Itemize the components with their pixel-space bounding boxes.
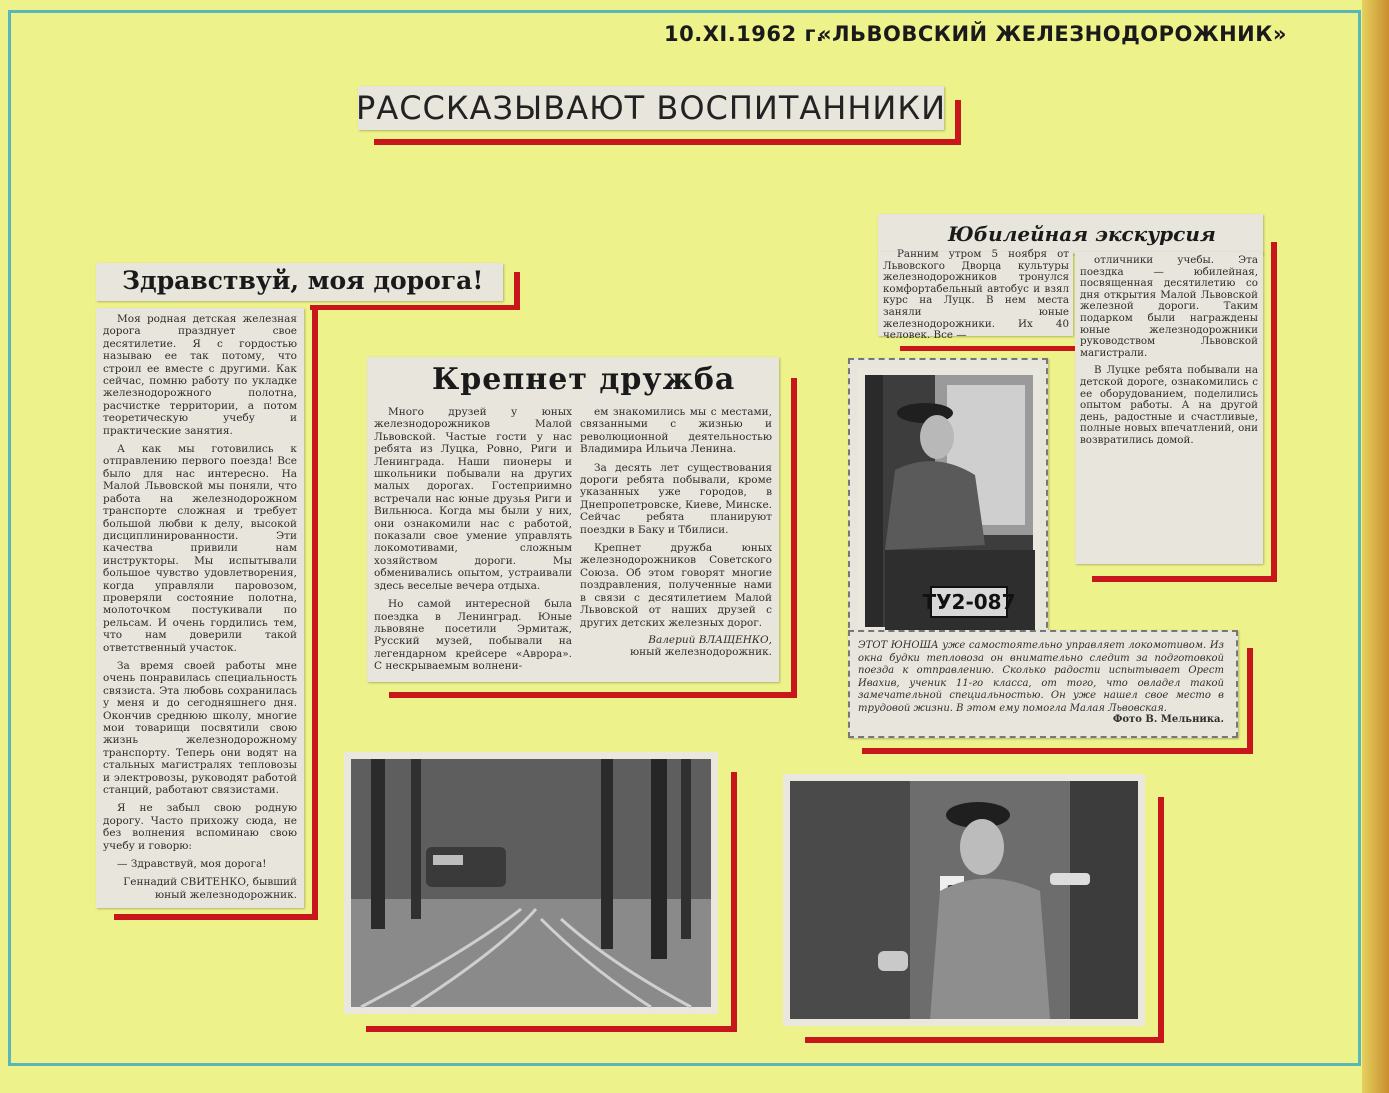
red-shadow: [900, 346, 1078, 351]
article-hello-headline: Здравствуй, моя дорога!: [122, 266, 484, 295]
red-shadow: [1247, 648, 1253, 752]
page-title: РАССКАЗЫВАЮТ ВОСПИТАННИКИ: [356, 89, 946, 127]
article-excursion-col1: [883, 248, 1069, 342]
article-friendship-signature: [580, 634, 772, 664]
paragraph: отличники учебы. Эта поездка — юбилейная, посвященная десятилетию со дня открытия Малой Львовской железной дороги. Таким подарком были награждены юные железнодорожники руководством Львовской магистрали.: [1080, 254, 1258, 359]
signature-name: Валерий ВЛАЩЕНКО,: [648, 634, 772, 646]
paragraph: Крепнет дружба юных железнодорожников Советского Союза. Об этом говорят многие поздравления, полученные нами в связи с десятилетием Малой Львовской от наших друзей с других детских железных дорог.: [580, 542, 772, 629]
red-shadow: [805, 1037, 1164, 1043]
paragraph: ем знакомились мы с местами, связанными с жизнью и революционной деятельностью Владимира Ильича Ленина.: [580, 406, 772, 456]
forest-railway-photo: [344, 752, 718, 1014]
red-shadow: [1158, 797, 1164, 1043]
red-shadow: [366, 1026, 737, 1032]
article-friendship-headline: Крепнет дружба: [432, 362, 736, 397]
red-shadow: [114, 914, 318, 920]
paragraph: За время своей работы мне очень понравилась специальность связиста. Эта любовь сохранилась у меня и до сегодняшнего дня. Окончив среднюю школу, многие мои товарищи посвятили свою жизнь железнодорожному транспорту. Теперь они водят на стальных магистралях тепловозы и электровозы, руководят работой станций, работают связистами.: [103, 659, 297, 797]
article-friendship-col1: [374, 406, 572, 674]
red-shadow: [310, 305, 520, 310]
photo-caption: ЭТОТ ЮНОША уже самостоятельно управляет локомотивом. Из окна будки тепловоза он внимательно следит за подготовкой поезда к отправлению. Сколько радости испытывает Орест Ивахив, ученик 11-го класса, от того, что овладел такой замечательной специальностью. Он уже нашел свое место в трудовой жизни. В этом ему помогла Малая Львовская.: [858, 640, 1224, 714]
article-excursion-headline: Юбилейная экскурсия: [948, 222, 1216, 246]
album-edge: [1362, 0, 1389, 1093]
red-shadow: [1271, 242, 1277, 582]
loco-plate-text: ТУ2-087: [922, 590, 1016, 614]
header-newspaper: «ЛЬВОВСКИЙ ЖЕЛЕЗНОДОРОЖНИК»: [818, 22, 1287, 46]
paragraph: Моя родная детская железная дорога празднует свое десятилетие. Я с гордостью называю ее так потому, что строил ее вместе с другими. Как сейчас, помню работу по укладке железнодорожного полотна, расчистке территории, а потом теоретическую учебу и практические занятия.: [103, 313, 297, 437]
loco-driver-image: [865, 375, 1033, 627]
paragraph: Много друзей у юных железнодорожников Малой Львовской. Частые гости у нас ребята из Луцка, Ровно, Риги и Ленинграда. Наши пионеры и школьники побывали на других малых дорогах. Гостеприимно встречали нас юные друзья Риги и Вильнюса. Когда мы были у них, они ознакомили нас с работой, показали свое умение управлять локомотивами, сложным хозяйством дороги. Мы обменивались опытом, устраивали здесь веселые вечера отдыха.: [374, 406, 572, 592]
red-shadow: [1092, 576, 1277, 582]
red-shadow: [312, 310, 318, 920]
paragraph: Ранним утром 5 ноября от Львовского Дворца культуры железнодорожников тронулся комфортабельный автобус и взял курс на Луцк. В нем места заняли юные железнодорожники. Их 40 человек. Все —: [883, 248, 1069, 342]
article-hello-body: [103, 313, 297, 903]
paragraph: — Здравствуй, моя дорога!: [117, 858, 267, 871]
article-friendship-col2: [580, 406, 772, 629]
paragraph: За десять лет существования дороги ребята побывали, кроме указанных уже городов, в Днепропетровске, Киеве, Минске. Сейчас ребята планируют поездки в Баку и Тбилиси.: [580, 461, 772, 536]
red-shadow: [389, 692, 797, 698]
loco-driver-photo: [858, 368, 1040, 634]
red-shadow: [374, 139, 961, 145]
photo-credit: Фото В. Мельника.: [1112, 714, 1224, 725]
paragraph: Я не забыл свою родную дорогу. Часто прихожу сюда, не без волнения вспоминаю свою учебу и говорю:: [103, 802, 297, 852]
signature-role: юный железнодорожник.: [629, 646, 772, 659]
red-shadow: [955, 100, 961, 144]
paragraph: В Луцке ребята побывали на детской дороге, ознакомились с ее оборудованием, поделились опытом работы. А на другой день, радостные и счастливые, полные новых впечатлений, они возвратились домой.: [1080, 364, 1258, 446]
header-date: 10.XI.1962 г.: [664, 22, 825, 46]
signature: Геннадий СВИТЕНКО, бывший юный железнодорожник.: [123, 876, 297, 901]
conductor-photo: [783, 774, 1145, 1026]
forest-railway-image: [351, 759, 711, 1007]
paragraph: А как мы готовились к отправлению первого поезда! Все было для нас интересно. На Малой Львовской мы поняли, что работа на железнодорожном транспорте сложная и требует большой любви к делу, высокой дисциплинированности. Эти качества привили нам инструкторы. Мы испытывали большое чувство удовлетворения, когда управляли паровозом, проверяли состояние полотна, молоточком постукивали по рельсам. И очень гордились тем, что нам доверили такой ответственный участок.: [103, 443, 297, 654]
conductor-image: [790, 781, 1138, 1019]
article-excursion-col2: [1080, 255, 1258, 455]
red-shadow: [862, 748, 1253, 754]
red-shadow: [731, 772, 737, 1030]
red-shadow: [791, 378, 797, 696]
paragraph: Но самой интересной была поездка в Ленинград. Юные львовяне посетили Эрмитаж, Русский музей, побывали на легендарном крейсере «Аврора». С нескрываемым волнени-: [374, 598, 572, 673]
